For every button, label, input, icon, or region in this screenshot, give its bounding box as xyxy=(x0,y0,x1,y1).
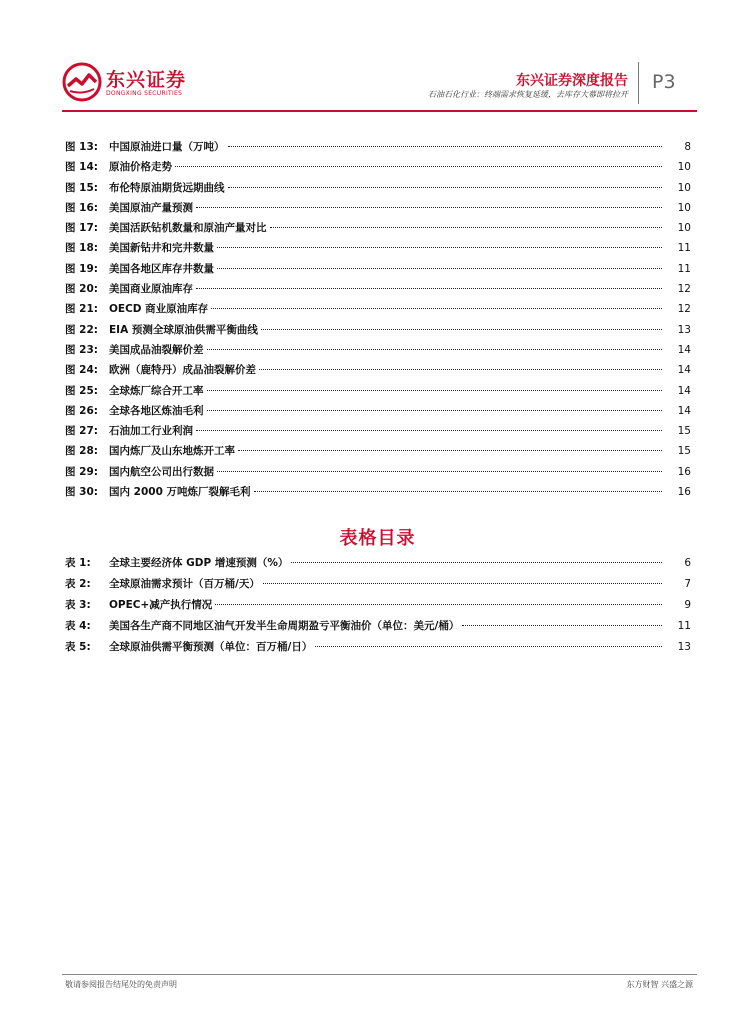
toc-entry[interactable] xyxy=(65,241,691,261)
figure-toc-list xyxy=(65,140,691,505)
toc-entry-number: 图 16: xyxy=(65,201,98,214)
header-divider xyxy=(638,62,639,104)
toc-leader xyxy=(254,491,662,492)
logo-emblem-icon xyxy=(62,62,102,102)
toc-leader xyxy=(196,430,662,431)
toc-entry-number: 图 20: xyxy=(65,283,98,296)
toc-entry-page: 10 xyxy=(677,181,691,194)
toc-leader xyxy=(211,308,662,309)
toc-entry-title: 美国活跃钻机数量和原油产量对比 xyxy=(109,222,267,235)
toc-entry-title: 欧洲（鹿特丹）成品油裂解价差 xyxy=(109,364,256,377)
toc-leader xyxy=(215,604,662,605)
toc-leader xyxy=(207,390,663,391)
toc-entry-title: 全球原油供需平衡预测（单位：百万桶/日） xyxy=(109,641,313,653)
footer-rule xyxy=(62,974,697,975)
company-logo xyxy=(62,62,202,106)
toc-entry-page: 6 xyxy=(684,557,691,569)
toc-entry[interactable] xyxy=(65,363,691,383)
toc-entry-title: 国内 2000 万吨炼厂裂解毛利 xyxy=(109,486,251,499)
toc-leader xyxy=(207,410,663,411)
toc-leader xyxy=(217,268,662,269)
toc-entry-title: OPEC+减产执行情况 xyxy=(109,599,213,611)
toc-entry-page: 14 xyxy=(677,404,691,417)
toc-leader xyxy=(270,227,663,228)
toc-entry[interactable] xyxy=(65,640,691,661)
toc-entry-page: 10 xyxy=(677,222,691,235)
toc-leader xyxy=(261,329,662,330)
toc-entry-number: 图 22: xyxy=(65,323,98,336)
toc-entry[interactable] xyxy=(65,424,691,444)
toc-entry[interactable] xyxy=(65,201,691,221)
toc-entry-title: 美国成品油裂解价差 xyxy=(109,343,204,356)
toc-entry-title: 美国商业原油库存 xyxy=(109,283,193,296)
toc-entry-title: 布伦特原油期货远期曲线 xyxy=(109,181,225,194)
toc-entry-page: 12 xyxy=(677,283,691,296)
toc-entry[interactable] xyxy=(65,577,691,598)
header-rule xyxy=(62,110,697,112)
toc-entry-number: 图 13: xyxy=(65,141,98,153)
toc-entry-number: 图 18: xyxy=(65,242,98,255)
toc-leader xyxy=(228,187,663,188)
toc-entry-title: 国内炼厂及山东地炼开工率 xyxy=(109,445,235,458)
toc-entry-title: OECD 商业原油库存 xyxy=(109,303,209,316)
toc-entry-title: 全球原油需求预计（百万桶/天） xyxy=(109,578,260,590)
toc-entry-title: 美国各生产商不同地区油气开发半生命周期盈亏平衡油价（单位：美元/桶） xyxy=(109,620,460,632)
toc-entry-title: 全球主要经济体 GDP 增速预测（%） xyxy=(109,557,289,569)
toc-entry-number: 图 24: xyxy=(65,364,98,377)
toc-entry[interactable] xyxy=(65,302,691,322)
toc-entry-number: 图 15: xyxy=(65,181,98,194)
toc-entry-page: 14 xyxy=(677,364,691,377)
toc-entry[interactable] xyxy=(65,140,691,160)
toc-leader xyxy=(217,471,662,472)
toc-entry-page: 8 xyxy=(684,141,691,153)
toc-entry-page: 12 xyxy=(677,303,691,316)
toc-entry-number: 表 3: xyxy=(65,599,91,611)
toc-entry-title: 中国原油进口量（万吨） xyxy=(109,141,225,153)
toc-entry-page: 10 xyxy=(677,161,691,174)
toc-leader xyxy=(291,562,662,563)
toc-entry-title: 美国新钻井和完井数量 xyxy=(109,242,214,255)
table-toc-heading: 表格目录 xyxy=(339,528,416,549)
toc-entry[interactable] xyxy=(65,444,691,464)
report-subtitle: 石油石化行业：终端需求恢复延缓，去库存大幕即将拉开 xyxy=(428,90,628,99)
toc-leader xyxy=(207,349,663,350)
toc-leader xyxy=(196,288,662,289)
toc-entry[interactable] xyxy=(65,160,691,180)
toc-entry[interactable] xyxy=(65,323,691,343)
toc-entry[interactable] xyxy=(65,262,691,282)
toc-entry-page: 11 xyxy=(677,620,691,632)
toc-entry-page: 7 xyxy=(684,578,691,590)
toc-entry[interactable] xyxy=(65,485,691,505)
toc-entry-page: 15 xyxy=(677,425,691,438)
toc-entry-number: 图 25: xyxy=(65,384,98,397)
toc-leader xyxy=(263,583,662,584)
toc-entry[interactable] xyxy=(65,619,691,640)
logo-chinese-name: 东兴证券 xyxy=(106,69,187,91)
toc-leader xyxy=(462,625,662,626)
toc-leader xyxy=(228,146,663,147)
logo-english-name: DONGXING SECURITIES xyxy=(106,90,183,97)
toc-entry-number: 表 2: xyxy=(65,578,91,590)
toc-leader xyxy=(315,646,662,647)
toc-entry-number: 图 29: xyxy=(65,465,98,478)
toc-entry-page: 15 xyxy=(677,445,691,458)
toc-entry-number: 表 1: xyxy=(65,557,91,569)
toc-entry-page: 9 xyxy=(684,599,691,611)
toc-entry-number: 图 19: xyxy=(65,262,98,275)
toc-entry[interactable] xyxy=(65,598,691,619)
toc-leader xyxy=(238,450,662,451)
toc-entry[interactable] xyxy=(65,181,691,201)
toc-entry-number: 图 21: xyxy=(65,303,98,316)
toc-entry-page: 13 xyxy=(677,323,691,336)
toc-entry-title: 美国原油产量预测 xyxy=(109,201,193,214)
toc-entry-number: 表 4: xyxy=(65,620,91,632)
toc-entry-page: 11 xyxy=(677,262,691,275)
toc-entry-number: 图 23: xyxy=(65,343,98,356)
toc-entry-page: 16 xyxy=(677,486,691,499)
toc-entry-title: 石油加工行业利润 xyxy=(109,425,193,438)
toc-entry[interactable] xyxy=(65,465,691,485)
toc-entry[interactable] xyxy=(65,282,691,302)
toc-entry[interactable] xyxy=(65,404,691,424)
toc-entry-page: 14 xyxy=(677,384,691,397)
toc-entry-number: 表 5: xyxy=(65,641,91,653)
toc-entry[interactable] xyxy=(65,221,691,241)
toc-entry-number: 图 17: xyxy=(65,222,98,235)
toc-entry[interactable] xyxy=(65,384,691,404)
footer-slogan: 东方财智 兴盛之源 xyxy=(626,980,693,989)
toc-entry-page: 11 xyxy=(677,242,691,255)
footer-disclaimer: 敬请参阅报告结尾处的免责声明 xyxy=(65,980,177,989)
report-title: 东兴证券深度报告 xyxy=(516,73,628,89)
toc-entry-number: 图 27: xyxy=(65,425,98,438)
toc-entry-page: 14 xyxy=(677,343,691,356)
toc-entry-title: 原油价格走势 xyxy=(109,161,172,174)
toc-leader xyxy=(196,207,662,208)
toc-leader xyxy=(175,166,662,167)
table-toc-list xyxy=(65,556,691,661)
toc-leader xyxy=(217,247,662,248)
page-number: P3 xyxy=(652,71,676,93)
toc-entry-page: 13 xyxy=(677,641,691,653)
toc-entry-page: 10 xyxy=(677,201,691,214)
toc-entry[interactable] xyxy=(65,343,691,363)
toc-entry[interactable] xyxy=(65,556,691,577)
toc-entry-title: 全球炼厂综合开工率 xyxy=(109,384,204,397)
toc-entry-title: 美国各地区库存井数量 xyxy=(109,262,214,275)
toc-entry-number: 图 30: xyxy=(65,486,98,499)
toc-entry-number: 图 14: xyxy=(65,161,98,174)
toc-entry-title: 国内航空公司出行数据 xyxy=(109,465,214,478)
toc-entry-page: 16 xyxy=(677,465,691,478)
toc-entry-title: EIA 预测全球原油供需平衡曲线 xyxy=(109,323,258,336)
toc-leader xyxy=(259,369,662,370)
toc-entry-title: 全球各地区炼油毛利 xyxy=(109,404,204,417)
toc-entry-number: 图 28: xyxy=(65,445,98,458)
toc-entry-number: 图 26: xyxy=(65,404,98,417)
